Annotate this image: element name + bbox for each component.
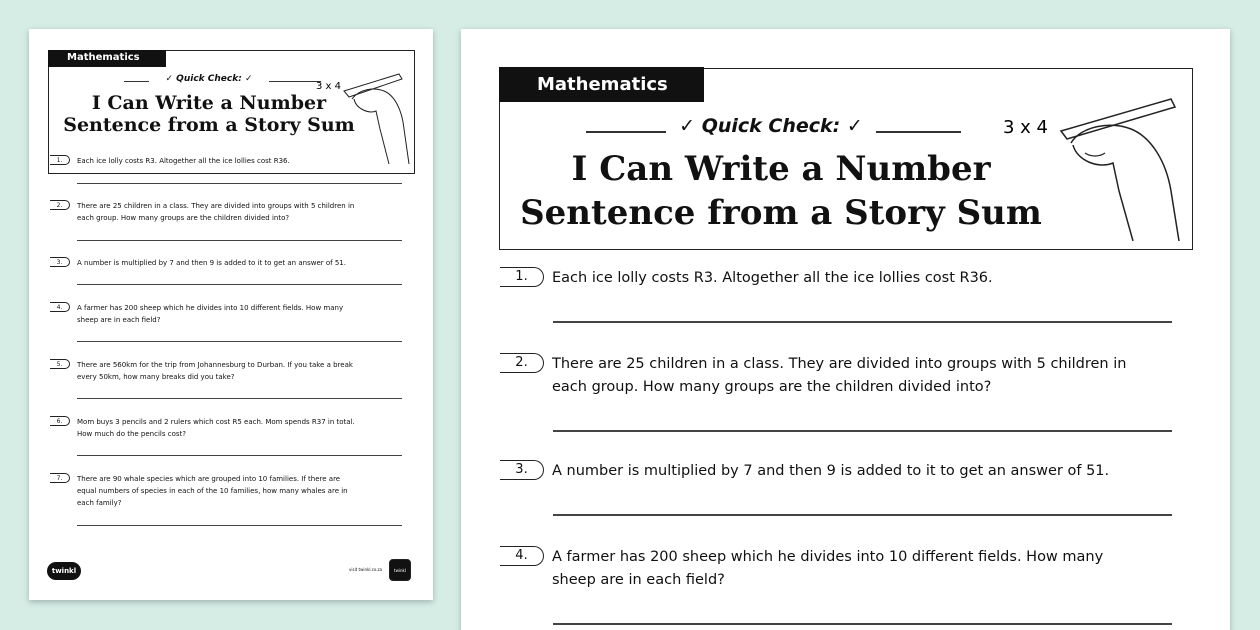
subject-tag: Mathematics (48, 50, 166, 67)
answer-line[interactable] (553, 514, 1172, 516)
twinkl-logo: twinkl (47, 562, 81, 580)
answer-line[interactable] (77, 183, 402, 184)
answer-line[interactable] (553, 430, 1172, 432)
answer-line[interactable] (77, 240, 402, 241)
answer-line[interactable] (77, 525, 402, 526)
footer-badge: twinkl (389, 559, 411, 581)
quick-check-heading: ✓ Quick Check: ✓ (165, 74, 253, 84)
footer-url: visit twinkl.co.za (349, 567, 383, 572)
quick-check-heading: ✓ Quick Check: ✓ (679, 115, 863, 137)
check-icon: ✓ (244, 74, 253, 84)
answer-line[interactable] (77, 398, 402, 399)
answer-line[interactable] (77, 455, 402, 456)
worksheet-main[interactable]: Mathematics ✓ Quick Check: ✓ I Can Write a Number Sentence from a Story Sum 3 x 4 1. Each ice lolly costs R3. Altogether all the ice lollies cost R36. 2. There are 25 children in a class. They are divided into groups with 5 children in each group. How many groups are the children divided into? 3. A number is multiplied by 7 and then 9 is added to it to get an answer of 51. 4. A farmer has 200 sheep which he divides into 10 different fields. How many sheep are in each field? (461, 29, 1230, 630)
divider (876, 131, 961, 133)
subject-tag: Mathematics (499, 67, 704, 102)
answer-line[interactable] (77, 284, 402, 285)
answer-line[interactable] (553, 321, 1172, 323)
check-icon: ✓ (165, 74, 174, 84)
worksheet-title: I Can Write a Number Sentence from a Story Sum (63, 92, 355, 136)
worksheet-title: I Can Write a Number Sentence from a Story Sum (520, 149, 1042, 233)
svg-text:3 x 4: 3 x 4 (316, 81, 341, 92)
check-icon: ✓ (846, 115, 863, 137)
answer-line[interactable] (77, 341, 402, 342)
hand-writing-icon (314, 69, 414, 169)
hand-writing-icon (1001, 91, 1181, 241)
answer-line[interactable] (553, 623, 1172, 625)
check-icon: ✓ (679, 115, 696, 137)
svg-text:3 x 4: 3 x 4 (1003, 117, 1048, 138)
worksheet-thumbnail[interactable]: Mathematics ✓ Quick Check: ✓ I Can Write a Number Sentence from a Story Sum 3 x 4 1. Each ice lolly costs R3. Altogether all the ice lollies cost R36. 2. There are 25 children in a class. They are divided into groups with 5 children in each group. How many groups are the children divided into? 3. A number is multiplied by 7 and then 9 is added to it to get an answer of 51. 4. A farmer has 200 sheep which he divides into 10 different fields. How many sheep are in each field? 5. There are 560km for the trip from Johannesburg to Durban. If you take a break every 50km, how many breaks did you take? 6. Mom buys 3 pencils and 2 rulers which cost R5 each. Mom spends R37 in total. How much do the pencils cost? 7. There are 90 whale species which are grouped into 10 families. If there are equal numbers of species in each of the 10 families, how many whales are in each family? twinkl visit twinkl.co.za twinkl (29, 29, 433, 600)
